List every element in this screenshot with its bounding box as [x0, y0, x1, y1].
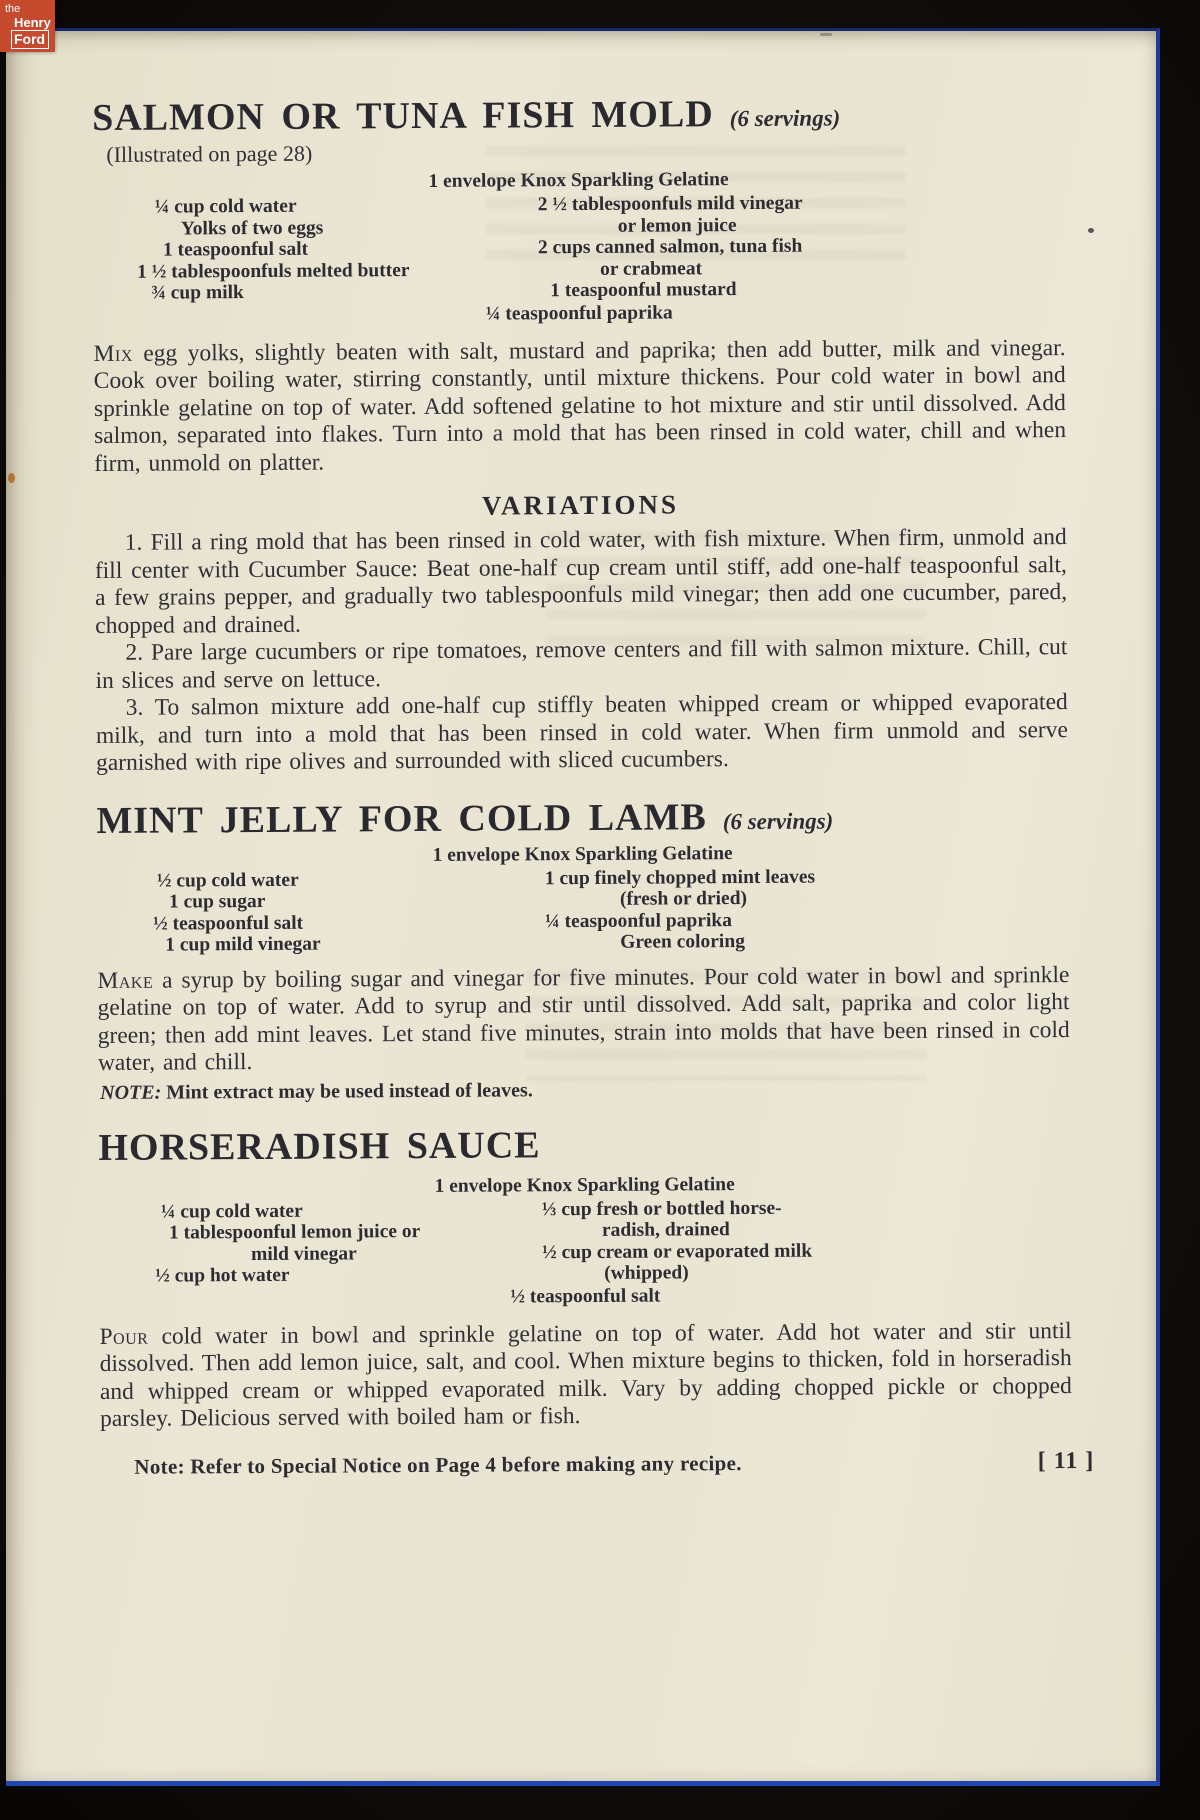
ingredient-line: 2 cups canned salmon, tuna fish [537, 235, 803, 259]
scan-speck [1088, 228, 1094, 233]
ingredient-line: mild vinegar [251, 1242, 357, 1265]
ingredient-line: or crabmeat [599, 257, 703, 280]
scan-mark [820, 33, 832, 36]
variations-section [94, 487, 1068, 777]
ingredient-line: ¼ teaspoonful paprika [544, 909, 733, 932]
ingredient-line: ½ cup hot water [155, 1264, 290, 1287]
variation-item: 2. Pare large cucumbers or ripe tomatoes, remove centers and fill with salmon mixture. Chill, cut in slices and serve on lettuce. [95, 634, 1068, 694]
logo-word-ford: Ford [11, 30, 49, 49]
ingredient-line: 1 teaspoonful mustard [550, 279, 737, 302]
ingredients-right-column [545, 866, 816, 954]
ingredient-line: 1 teaspoonful salt [162, 238, 309, 261]
directions-lead-word: Mix [93, 340, 133, 367]
ingredients-left-column [93, 194, 539, 304]
ingredient-line: 1 cup finely chopped mint leaves [544, 866, 816, 889]
ingredients-right-column [538, 193, 804, 302]
note-label: NOTE: [100, 1081, 162, 1104]
logo-word-henry: Henry [14, 15, 51, 30]
ingredient-line: 1 ½ tablespoonfuls melted butter [137, 259, 410, 283]
ingredient-line-center: ½ teaspoonful salt [510, 1285, 661, 1307]
directions-lead-word: Make [97, 967, 154, 994]
directions-lead-word: Pour [99, 1323, 149, 1350]
ingredient-line: ¼ cup cold water [154, 195, 297, 218]
recipe-salmon-mold [92, 91, 1066, 478]
ingredient-line-center: 1 envelope Knox Sparkling Gelatine [434, 1173, 735, 1197]
ingredient-line: 1 tablespoonful lemon juice or [168, 1221, 421, 1244]
ingredients-right-column [542, 1197, 813, 1285]
ingredient-line-center: ¼ teaspoonful paprika [485, 301, 673, 325]
logo-word-the: the [5, 3, 21, 15]
illustrated-note: (Illustrated on page 28) [106, 140, 313, 167]
recipe-directions [99, 1318, 1072, 1434]
directions-text: cold water in bowl and sprinkle gelatine on top of water. Add hot water and stir until dissolved. Then add lemon juice, salt, and cool. When mixture begins to thicken, fold in horseradish and whipped cream or whipped evaporated milk. Vary by adding chopped pickle or chopped parsley. Delicious served with boiled ham or fish. [99, 1317, 1072, 1432]
variations-heading: VARIATIONS [481, 489, 680, 521]
ingredient-line: ¾ cup milk [151, 282, 244, 304]
ingredient-line: ½ teaspoonful salt [152, 912, 304, 935]
ingredient-line-center: 1 envelope Knox Sparkling Gelatine [432, 842, 733, 866]
servings-label: (6 servings) [722, 807, 834, 834]
ingredient-columns [93, 191, 1066, 304]
scan-speck [8, 473, 15, 483]
recipe-title-row [98, 1121, 1070, 1169]
ingredient-columns [99, 1196, 1072, 1288]
recipe-title: HORSERADISH SAUCE [98, 1123, 541, 1169]
recipe-horseradish-sauce [98, 1121, 1072, 1434]
ingredient-line: ½ cup cream or evaporated milk [542, 1240, 813, 1263]
note-text: Mint extract may be used instead of leaves. [161, 1078, 533, 1104]
ingredient-line: 1 cup sugar [168, 890, 266, 913]
henry-ford-watermark-logo [0, 0, 55, 52]
recipe-title: MINT JELLY FOR COLD LAMB [96, 795, 707, 842]
variation-item: 1. Fill a ring mold that has been rinsed in cold water, with fish mixture. When firm, unmold and fill center with Cucumber Sauce: Beat one-half cup cream until stiff, add one-half teaspoonful salt, a few grains pepper, and gradually two tablespoonfuls mild vinegar; then add one cucumber, pared, chopped and drained. [94, 524, 1068, 639]
ingredient-line: ⅓ cup fresh or bottled horse- [541, 1197, 782, 1220]
ingredient-line: radish, drained [601, 1219, 730, 1241]
variation-item: 3. To salmon mixture add one-half cup stiffly beaten whipped cream or whipped evaporated milk, and turn into a mold that has been rinsed in cold water. When firm unmold and serve garnished with ripe olives and surrounded with sliced cucumbers. [95, 689, 1068, 776]
ingredient-line: Green coloring [620, 931, 745, 953]
recipe-directions [93, 335, 1066, 478]
recipe-directions [97, 962, 1070, 1078]
book-page [6, 28, 1160, 1786]
ingredient-line: or lemon juice [617, 214, 737, 237]
directions-text: a syrup by boiling sugar and vinegar for five minutes. Pour cold water in bowl and sprinkle gelatine on top of water. Add to syrup and stir until dissolved. Add salt, paprika and color light green; then add mint leaves. Let stand five minutes, strain into molds that have been rinsed in cold water, and chill. [97, 961, 1070, 1076]
ingredient-columns [97, 865, 1070, 957]
recipe-title: SALMON OR TUNA FISH MOLD [92, 93, 714, 139]
page-footer [134, 1447, 1095, 1481]
ingredient-line: 1 cup mild vinegar [165, 933, 321, 956]
ingredient-line: 2 ½ tablespoonfuls mild vinegar [537, 192, 803, 216]
recipe-mint-jelly [96, 794, 1070, 1105]
ingredients-left-column [97, 868, 546, 957]
footer-note: Note: Refer to Special Notice on Page 4 before making any recipe. [134, 1450, 742, 1479]
page-number: [ 11 ] [1037, 1447, 1095, 1474]
page-content [92, 91, 1095, 1480]
directions-text: egg yolks, slightly beaten with salt, mustard and paprika; then add butter, milk and vinegar. Cook over boiling water, stirring constantly, until mixture thickens. Pour cold water in bowl and sprinkle gelatine on top of water. Add softened gelatine to hot mixture and stir until dissolved. Add salmon, separated into flakes. Turn into a mold that has been rinsed in cold water, chill and when firm, unmold on platter. [93, 334, 1067, 477]
recipe-title-row [92, 91, 1064, 139]
recipe-title-row [96, 794, 1068, 842]
recipe-note [100, 1076, 1070, 1105]
ingredient-line: (whipped) [604, 1262, 689, 1284]
ingredient-line-center: 1 envelope Knox Sparkling Gelatine [428, 169, 729, 192]
ingredient-line: (fresh or dried) [619, 888, 748, 910]
ingredient-line: Yolks of two eggs [180, 217, 324, 239]
ingredients-left-column [99, 1199, 543, 1288]
servings-label: (6 servings) [729, 105, 841, 132]
ingredient-line: ½ cup cold water [156, 869, 299, 892]
ingredient-line: ¼ cup cold water [160, 1200, 303, 1223]
